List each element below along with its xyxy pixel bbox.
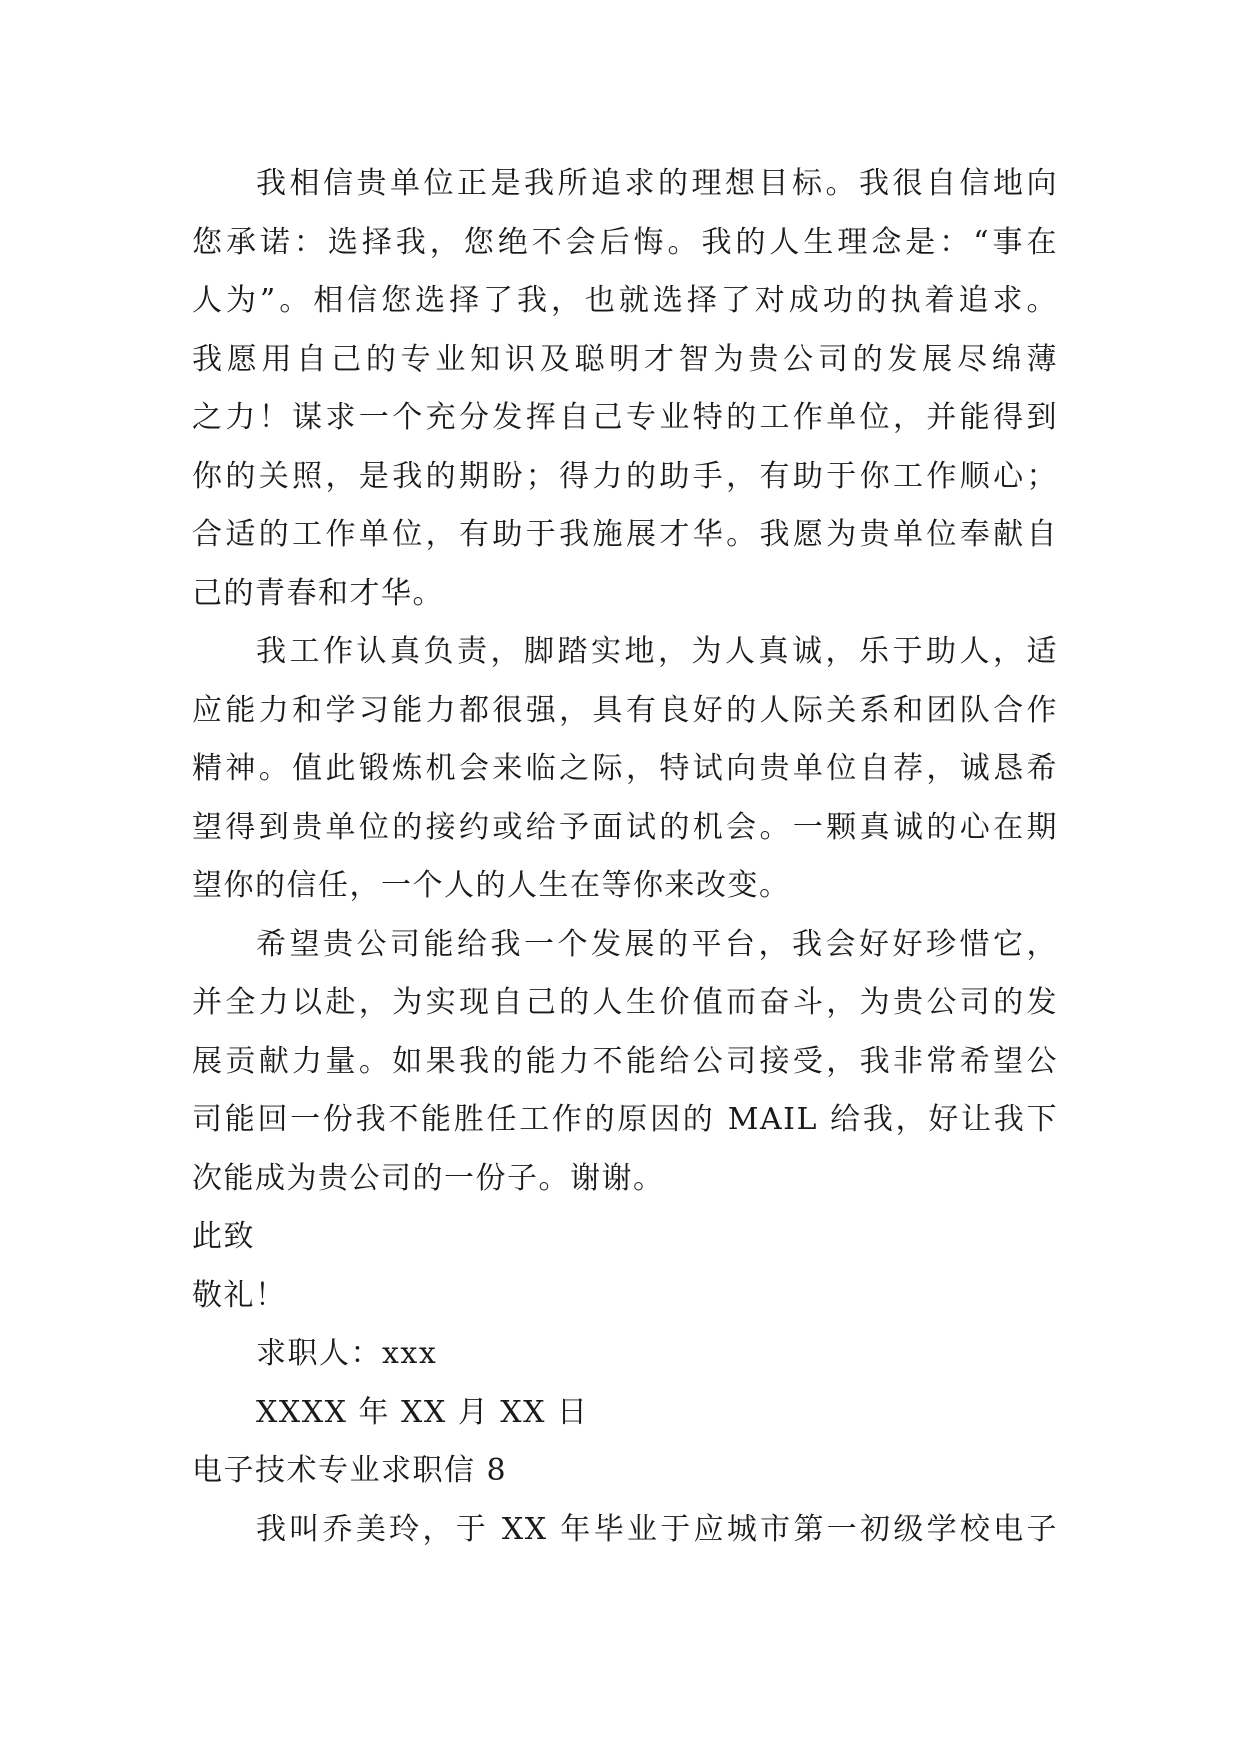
signature-date: XXXX 年 XX 月 XX 日 (256, 1394, 589, 1430)
text-line: 你的关照，是我的期盼；得力的助手，有助于你工作顺心； (192, 458, 1058, 494)
text-line: 我相信贵单位正是我所追求的理想目标。我很自信地向 (256, 166, 1058, 201)
section-title: 电子技术专业求职信 8 (192, 1453, 508, 1488)
text-line: 望你的信任，一个人的人生在等你来改变。 (192, 868, 791, 903)
text-line: 展贡献力量。如果我的能力不能给公司接受，我非常希望公 (192, 1043, 1058, 1079)
text-line: 次能成为贵公司的一份子。谢谢。 (192, 1160, 665, 1196)
signature-applicant: 求职人：xxx (256, 1336, 438, 1371)
closing-regards: 敬礼！ (192, 1277, 287, 1313)
text-line: 并全力以赴，为实现自己的人生价值而奋斗，为贵公司的发 (192, 985, 1058, 1020)
text-line: 我叫乔美玲，于 XX 年毕业于应城市第一初级学校电子 (256, 1511, 1058, 1547)
text-line: 司能回一份我不能胜任工作的原因的 MAIL 给我，好让我下 (192, 1102, 1058, 1137)
text-line: 应能力和学习能力都很强，具有良好的人际关系和团队合作 (192, 692, 1058, 728)
text-line: 希望贵公司能给我一个发展的平台，我会好好珍惜它， (256, 926, 1058, 962)
text-line: 我愿用自己的专业知识及聪明才智为贵公司的发展尽绵薄 (192, 341, 1058, 377)
text-line: 望得到贵单位的接约或给予面试的机会。一颗真诚的心在期 (192, 809, 1058, 845)
closing-salutation: 此致 (192, 1219, 255, 1254)
letter-body (192, 155, 1058, 1559)
text-line: 合适的工作单位，有助于我施展才华。我愿为贵单位奉献自 (192, 517, 1058, 552)
text-line: 精神。值此锻炼机会来临之际，特试向贵单位自荐，诚恳希 (192, 751, 1058, 786)
text-line: 人为”。相信您选择了我，也就选择了对成功的执着追求。 (192, 283, 1058, 318)
text-line: 您承诺：选择我，您绝不会后悔。我的人生理念是：“事在 (192, 224, 1058, 260)
text-line: 我工作认真负责，脚踏实地，为人真诚，乐于助人，适 (256, 634, 1058, 669)
text-line: 己的青春和才华。 (192, 575, 444, 611)
text-line: 之力！谋求一个充分发挥自己专业特的工作单位，并能得到 (192, 400, 1058, 435)
